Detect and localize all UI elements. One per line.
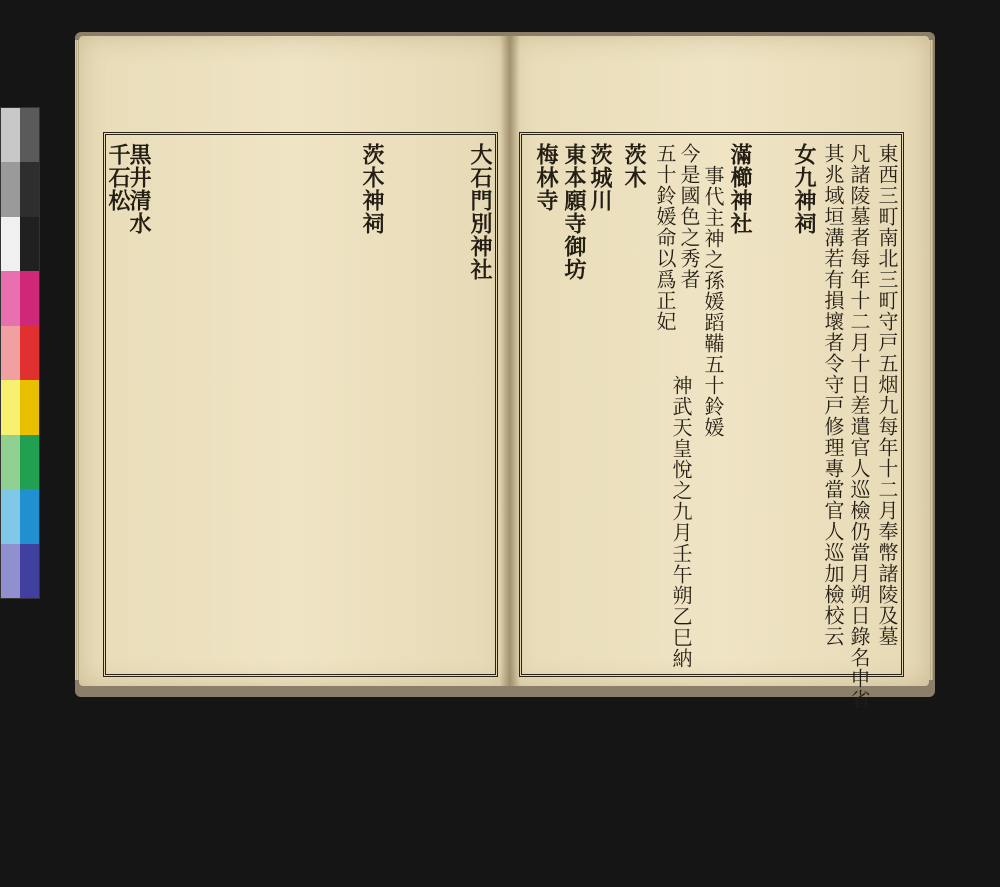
- left-page: [79, 36, 509, 686]
- right-column-12: 東本願寺御坊: [561, 143, 587, 281]
- right-text-frame: [519, 132, 904, 710]
- right-column-3: 其兆域垣溝若有損壞者令守戸修理專當官人巡加檢校云: [821, 143, 845, 647]
- left-text-frame: [103, 132, 498, 677]
- right-column-9: 神武天皇悅之九月壬午朔乙巳納: [669, 375, 693, 669]
- open-book: [75, 32, 935, 710]
- right-column-10: 茨木: [621, 143, 647, 189]
- right-column-1: 東西三町南北三町守戸五烟九每年十二月奉幣諸陵及墓: [875, 143, 899, 647]
- left-column-3: 黒井清水: [126, 143, 152, 235]
- right-column-11: 茨城川: [587, 143, 613, 212]
- right-column-4: 女九神祠: [791, 143, 817, 235]
- right-column-7: 今是國色之秀者: [677, 143, 701, 290]
- right-column-8: 五十鈴媛命以爲正妃: [653, 143, 677, 332]
- color-calibration-strip: [0, 107, 40, 599]
- left-column-1: 大石門別神社: [467, 143, 493, 281]
- right-column-13: 梅林寺: [533, 143, 559, 212]
- right-page: [509, 36, 929, 710]
- right-column-6: 事代主神之孫媛蹈鞴五十鈴媛: [701, 165, 725, 438]
- left-column-4: 千石松: [105, 143, 131, 212]
- right-column-2: 凡諸陵墓者每年十二月十日差遣官人巡檢仍當月朔日錄名申省: [847, 143, 871, 710]
- left-column-2: 茨木神祠: [359, 143, 385, 235]
- right-column-5: 滿櫛神社: [727, 143, 753, 235]
- book-gutter: [500, 36, 520, 686]
